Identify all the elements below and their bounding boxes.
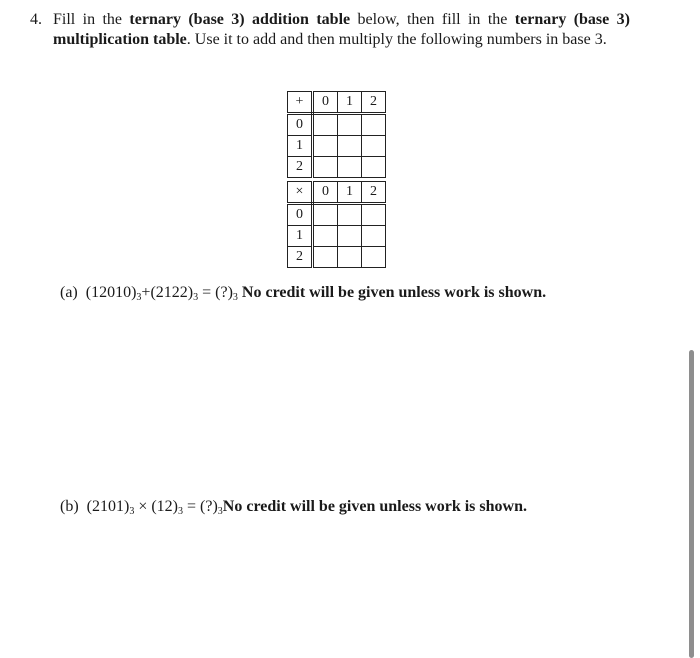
multiplication-row-header: 2 — [288, 247, 313, 268]
addition-operator: + — [288, 92, 313, 114]
part-a-base-3: 3 — [232, 292, 238, 303]
multiplication-operator: × — [288, 182, 313, 204]
part-a-result: (?) — [215, 284, 233, 301]
part-b-base-1: 3 — [129, 506, 135, 517]
multiplication-cell[interactable] — [313, 247, 338, 268]
addition-row-header: 0 — [288, 114, 313, 136]
intro-text-1: Fill in the — [53, 11, 130, 28]
addition-cell[interactable] — [313, 136, 338, 157]
addition-cell[interactable] — [362, 136, 386, 157]
addition-table — [287, 91, 386, 178]
multiplication-cell[interactable] — [362, 204, 386, 226]
multiplication-table — [287, 181, 386, 268]
problem-text — [53, 10, 630, 50]
multiplication-col-header: 0 — [313, 182, 338, 204]
part-b-label: (b) — [60, 498, 79, 515]
part-a-base-2: 3 — [193, 292, 199, 303]
bold-addition-table: ternary (base 3) addition table — [129, 11, 351, 28]
addition-col-header: 0 — [313, 92, 338, 114]
addition-col-header: 2 — [362, 92, 386, 114]
multiplication-row-header: 1 — [288, 226, 313, 247]
addition-cell[interactable] — [313, 114, 338, 136]
part-b-result: (?) — [200, 498, 218, 515]
part-b-note: No credit will be given unless work is shown. — [222, 498, 527, 515]
intro-text-2: below, then fill in the — [350, 11, 515, 28]
part-a-base-1: 3 — [136, 292, 142, 303]
part-a-label: (a) — [60, 284, 78, 301]
addition-cell[interactable] — [362, 114, 386, 136]
part-a-note: No credit will be given unless work is shown. — [241, 284, 547, 301]
part-a — [60, 283, 546, 303]
problem-statement — [30, 10, 630, 50]
multiplication-col-header: 1 — [338, 182, 362, 204]
bold-multiplication-table: ternary (base 3) multiplication table — [53, 11, 630, 48]
addition-row-header: 1 — [288, 136, 313, 157]
addition-row-header: 2 — [288, 157, 313, 178]
part-b-base-2: 3 — [178, 506, 183, 517]
part-b-number-1: (2101) — [86, 498, 130, 515]
addition-col-header: 1 — [338, 92, 362, 114]
part-a-number-2: (2122) — [150, 284, 194, 301]
multiplication-cell[interactable] — [338, 247, 362, 268]
part-a-operator: + — [141, 284, 151, 301]
multiplication-cell[interactable] — [338, 204, 362, 226]
part-a-equals: = — [198, 284, 216, 301]
problem-number: 4. — [30, 11, 42, 28]
multiplication-cell[interactable] — [313, 204, 338, 226]
addition-cell[interactable] — [313, 157, 338, 178]
multiplication-cell[interactable] — [362, 226, 386, 247]
multiplication-cell[interactable] — [338, 226, 362, 247]
addition-cell[interactable] — [338, 136, 362, 157]
addition-cell[interactable] — [338, 157, 362, 178]
addition-cell[interactable] — [362, 157, 386, 178]
part-b-base-3: 3 — [217, 506, 223, 517]
part-b-number-2: (12) — [151, 498, 178, 515]
part-a-number-1: (12010) — [85, 284, 137, 301]
vertical-scrollbar[interactable] — [689, 350, 694, 658]
multiplication-cell[interactable] — [362, 247, 386, 268]
part-b-equals: = — [183, 498, 201, 515]
part-b — [60, 497, 527, 517]
part-b-operator: × — [134, 498, 152, 515]
intro-text-3: . Use it to add and then multiply the following numbers in base 3. — [186, 31, 607, 48]
multiplication-col-header: 2 — [362, 182, 386, 204]
addition-cell[interactable] — [338, 114, 362, 136]
multiplication-cell[interactable] — [313, 226, 338, 247]
multiplication-row-header: 0 — [288, 204, 313, 226]
